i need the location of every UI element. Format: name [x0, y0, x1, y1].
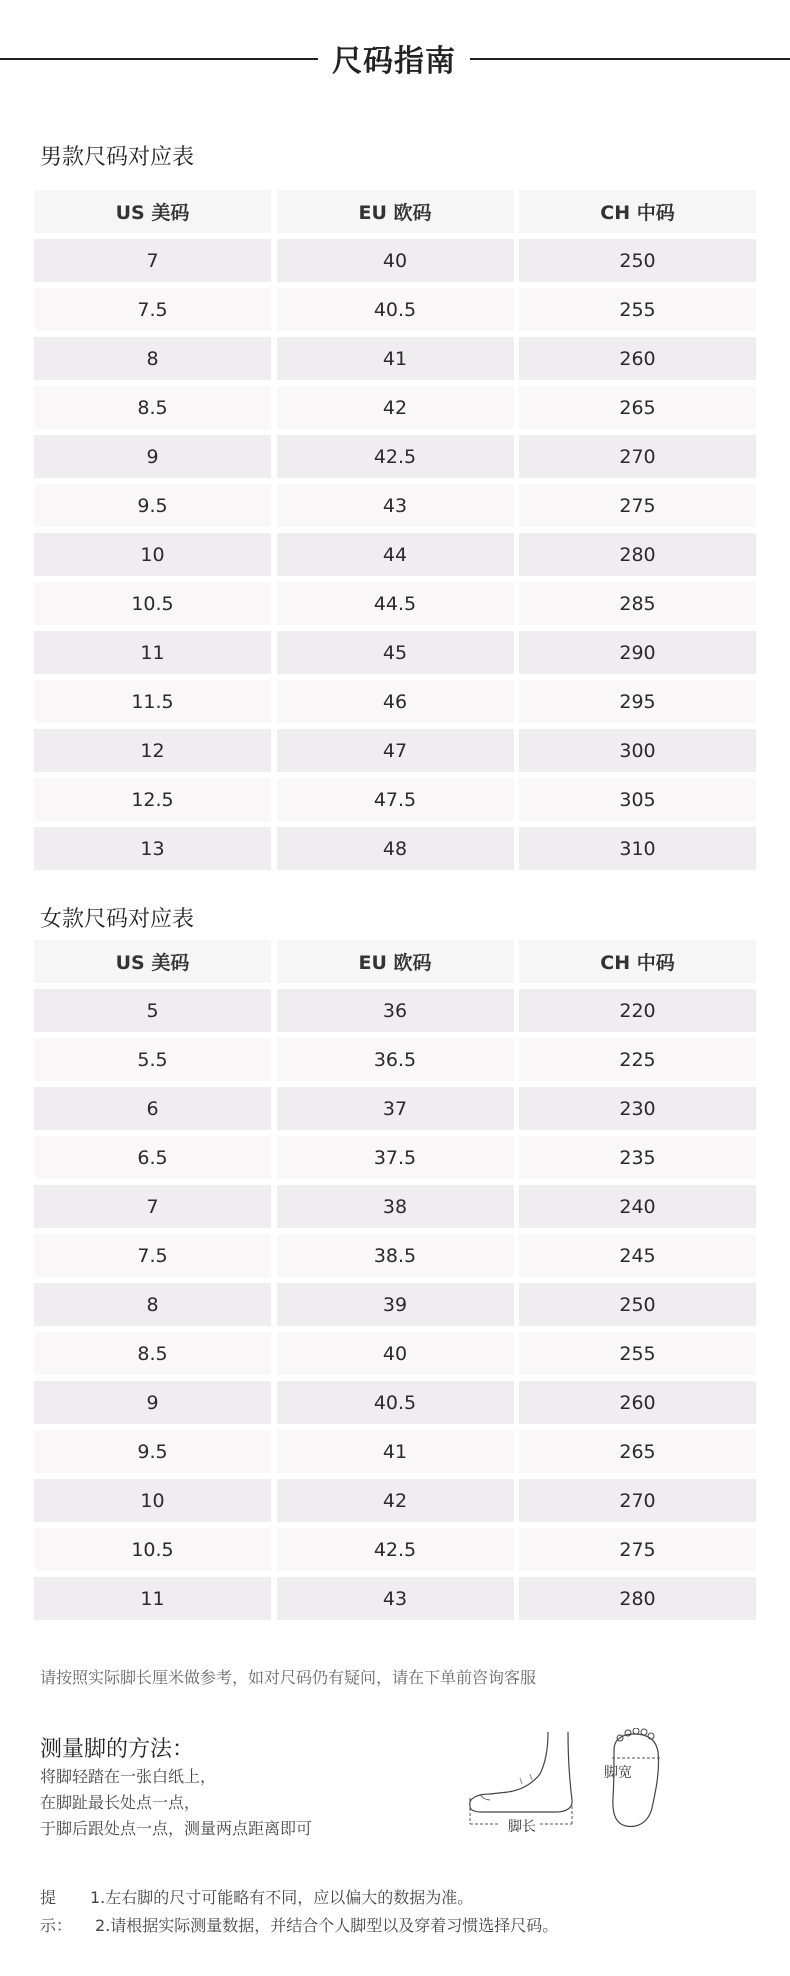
table-cell: 42.5 — [277, 1528, 514, 1571]
table-cell: 40 — [277, 1332, 514, 1375]
measure-step: 将脚轻踏在一张白纸上， — [40, 1767, 217, 1786]
table-cell: 10.5 — [34, 582, 271, 625]
column-header: CH 中码 — [519, 940, 756, 983]
table-cell: 42 — [277, 1479, 514, 1522]
table-cell: 275 — [519, 484, 756, 527]
foot-length-label: 脚长 — [508, 1819, 536, 1835]
page-title: 尺码指南 — [332, 44, 456, 79]
table-cell: 40.5 — [277, 1381, 514, 1424]
table-row — [34, 1283, 756, 1332]
table-cell: 8.5 — [34, 1332, 271, 1375]
table-cell: 12.5 — [34, 778, 271, 821]
table-cell: 270 — [519, 1479, 756, 1522]
table-row — [34, 533, 756, 582]
table-row — [34, 288, 756, 337]
table-row — [34, 1528, 756, 1577]
table-cell: 39 — [277, 1283, 514, 1326]
table-cell: 48 — [277, 827, 514, 870]
table-cell: 310 — [519, 827, 756, 870]
foot-measure-diagram — [460, 1728, 700, 1838]
table-row — [34, 337, 756, 386]
table-cell: 36.5 — [277, 1038, 514, 1081]
table-cell: 42 — [277, 386, 514, 429]
women-size-table-title: 女款尺码对应表 — [40, 907, 195, 932]
table-cell: 6 — [34, 1087, 271, 1130]
table-cell: 5.5 — [34, 1038, 271, 1081]
table-row — [34, 484, 756, 533]
table-cell: 37.5 — [277, 1136, 514, 1179]
measure-method-steps — [40, 1764, 312, 1842]
table-row — [34, 1087, 756, 1136]
table-row — [34, 680, 756, 729]
table-cell: 8 — [34, 1283, 271, 1326]
table-row — [34, 729, 756, 778]
table-cell: 7.5 — [34, 1234, 271, 1277]
table-row — [34, 1136, 756, 1185]
table-cell: 305 — [519, 778, 756, 821]
table-cell: 9.5 — [34, 484, 271, 527]
table-header-row — [34, 190, 756, 239]
table-cell: 250 — [519, 1283, 756, 1326]
table-cell: 8.5 — [34, 386, 271, 429]
table-cell: 300 — [519, 729, 756, 772]
table-cell: 11 — [34, 1577, 271, 1620]
table-cell: 9 — [34, 435, 271, 478]
men-size-table-title: 男款尺码对应表 — [40, 145, 195, 170]
table-cell: 10.5 — [34, 1528, 271, 1571]
table-row — [34, 386, 756, 435]
page-header — [0, 36, 790, 88]
column-header: US 美码 — [34, 940, 271, 983]
table-row — [34, 239, 756, 288]
table-cell: 290 — [519, 631, 756, 674]
table-cell: 42.5 — [277, 435, 514, 478]
table-cell: 9.5 — [34, 1430, 271, 1473]
table-row — [34, 1038, 756, 1087]
table-row — [34, 989, 756, 1038]
column-header: CH 中码 — [519, 190, 756, 233]
measure-step: 在脚趾最长处点一点， — [40, 1793, 201, 1812]
table-cell: 41 — [277, 337, 514, 380]
table-cell: 7.5 — [34, 288, 271, 331]
table-header-row — [34, 940, 756, 989]
header-rule-right — [470, 58, 790, 60]
table-cell: 40.5 — [277, 288, 514, 331]
table-cell: 43 — [277, 484, 514, 527]
table-cell: 45 — [277, 631, 514, 674]
table-cell: 46 — [277, 680, 514, 723]
foot-width-label: 脚宽 — [604, 1765, 632, 1781]
table-row — [34, 435, 756, 484]
tip-item: 1.左右脚的尺寸可能略有不同，应以偏大的数据为准。 — [90, 1888, 474, 1907]
men-size-table — [34, 190, 756, 876]
table-cell: 38 — [277, 1185, 514, 1228]
tips-label: 提示： — [40, 1888, 73, 1935]
table-cell: 260 — [519, 1381, 756, 1424]
table-row — [34, 1430, 756, 1479]
table-cell: 7 — [34, 1185, 271, 1228]
table-cell: 240 — [519, 1185, 756, 1228]
table-cell: 36 — [277, 989, 514, 1032]
table-cell: 285 — [519, 582, 756, 625]
table-cell: 12 — [34, 729, 271, 772]
table-cell: 270 — [519, 435, 756, 478]
measure-method-title: 测量脚的方法： — [40, 1737, 195, 1762]
table-cell: 280 — [519, 1577, 756, 1620]
table-cell: 47.5 — [277, 778, 514, 821]
table-cell: 275 — [519, 1528, 756, 1571]
table-cell: 295 — [519, 680, 756, 723]
table-cell: 255 — [519, 1332, 756, 1375]
table-cell: 7 — [34, 239, 271, 282]
table-cell: 11 — [34, 631, 271, 674]
table-row — [34, 1479, 756, 1528]
table-cell: 41 — [277, 1430, 514, 1473]
table-cell: 47 — [277, 729, 514, 772]
table-cell: 8 — [34, 337, 271, 380]
table-cell: 255 — [519, 288, 756, 331]
table-cell: 43 — [277, 1577, 514, 1620]
table-cell: 37 — [277, 1087, 514, 1130]
table-cell: 44 — [277, 533, 514, 576]
foot-illustration-icon — [460, 1728, 700, 1838]
table-cell: 265 — [519, 386, 756, 429]
header-rule-left — [0, 58, 318, 60]
table-cell: 10 — [34, 1479, 271, 1522]
table-cell: 235 — [519, 1136, 756, 1179]
table-row — [34, 1577, 756, 1626]
table-cell: 250 — [519, 239, 756, 282]
table-cell: 11.5 — [34, 680, 271, 723]
table-cell: 13 — [34, 827, 271, 870]
table-row — [34, 778, 756, 827]
table-cell: 38.5 — [277, 1234, 514, 1277]
table-cell: 245 — [519, 1234, 756, 1277]
table-cell: 40 — [277, 239, 514, 282]
table-row — [34, 1332, 756, 1381]
reference-note: 请按照实际脚长厘米做参考，如对尺码仍有疑问，请在下单前咨询客服 — [40, 1668, 537, 1687]
women-size-table — [34, 940, 756, 1626]
column-header: US 美码 — [34, 190, 271, 233]
table-row — [34, 1381, 756, 1430]
table-row — [34, 1185, 756, 1234]
table-cell: 10 — [34, 533, 271, 576]
table-row — [34, 1234, 756, 1283]
table-cell: 260 — [519, 337, 756, 380]
column-header: EU 欧码 — [277, 940, 514, 983]
table-cell: 280 — [519, 533, 756, 576]
table-cell: 9 — [34, 1381, 271, 1424]
measure-step: 于脚后跟处点一点，测量两点距离即可 — [40, 1819, 313, 1838]
table-cell: 230 — [519, 1087, 756, 1130]
table-cell: 220 — [519, 989, 756, 1032]
table-cell: 6.5 — [34, 1136, 271, 1179]
tip-item: 2.请根据实际测量数据，并结合个人脚型以及穿着习惯选择尺码。 — [95, 1916, 559, 1935]
table-cell: 265 — [519, 1430, 756, 1473]
table-row — [34, 631, 756, 680]
table-row — [34, 827, 756, 876]
table-cell: 5 — [34, 989, 271, 1032]
column-header: EU 欧码 — [277, 190, 514, 233]
table-cell: 44.5 — [277, 582, 514, 625]
table-cell: 225 — [519, 1038, 756, 1081]
table-row — [34, 582, 756, 631]
